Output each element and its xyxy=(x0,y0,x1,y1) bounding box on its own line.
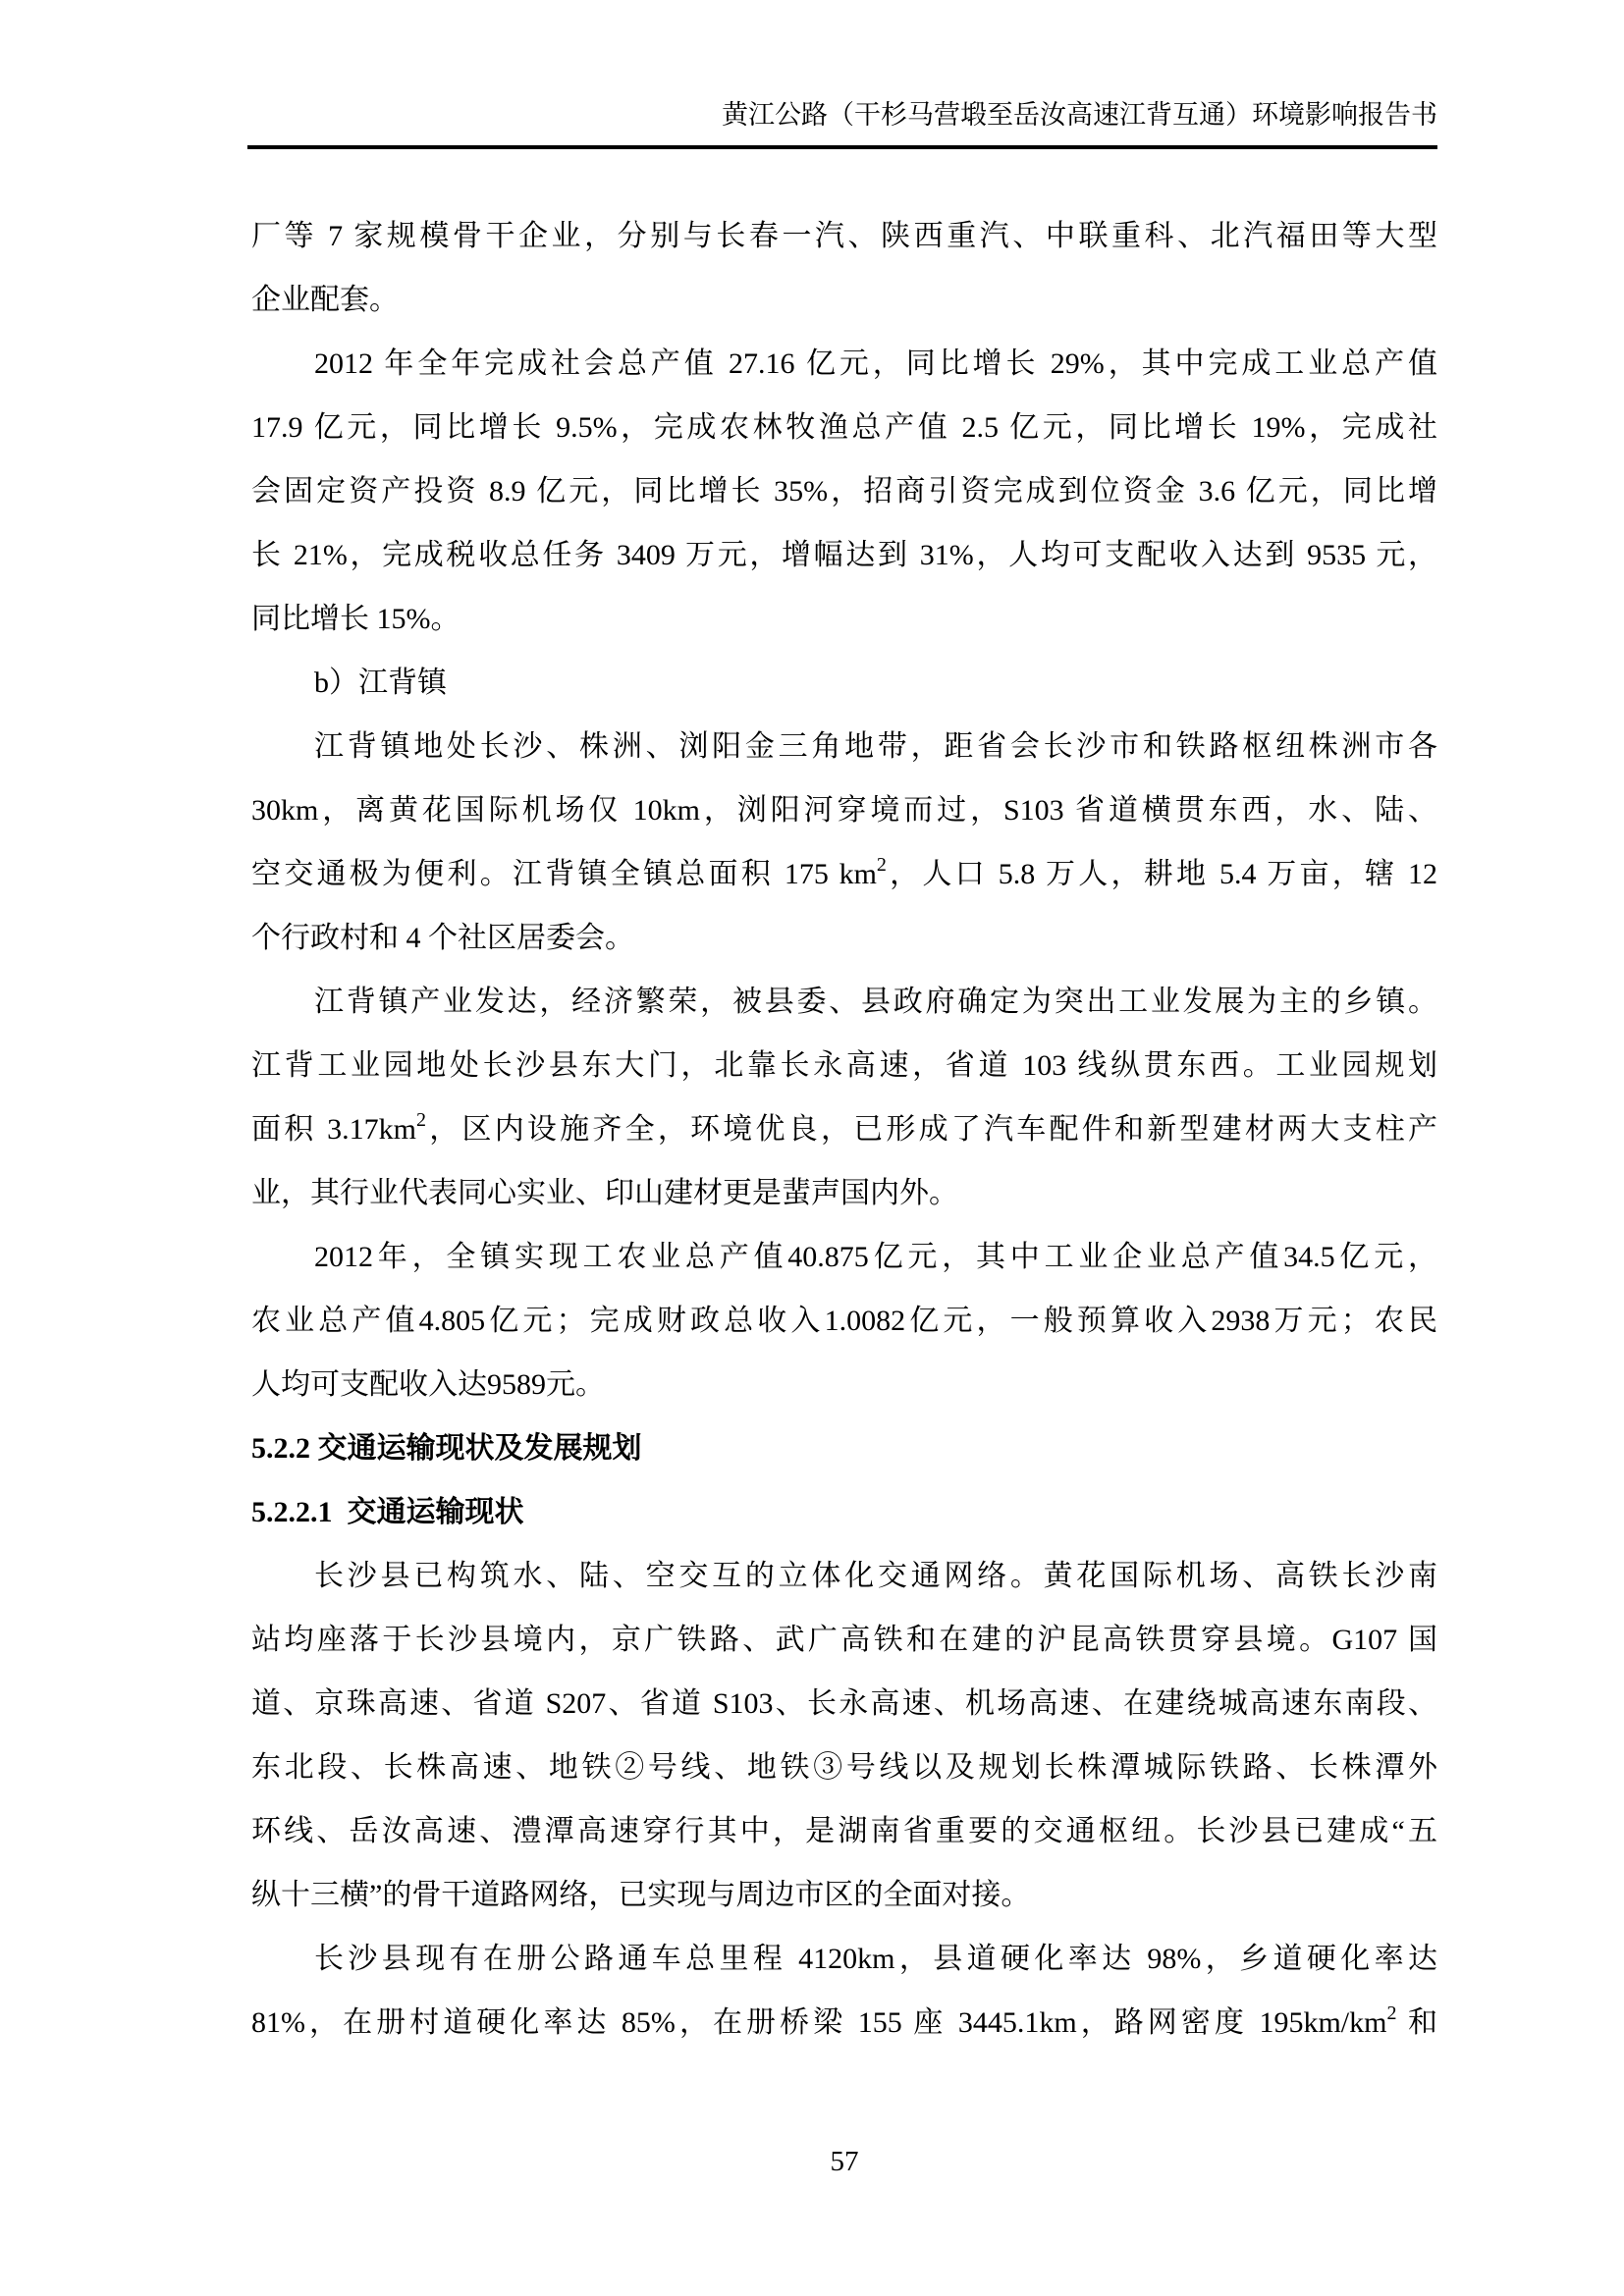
paragraph-line: 81%，在册村道硬化率达 85%，在册桥梁 155 座 3445.1km，路网密度 $195km/km^2$ 和 xyxy=(251,2002,1437,2039)
paragraph-line: 江背工业园地处长沙县东大门，北靠长永高速，省道 103 线纵贯东西。工业园规划 xyxy=(251,1049,1437,1082)
paragraph-line: 长 21%，完成税收总任务 3409 万元，增幅达到 31%，人均可支配收入达到 9535 元， xyxy=(251,539,1437,571)
paragraph-line: 面积 $3.17km^2$，区内设施齐全，环境优良，已形成了汽车配件和新型建材两大支柱产 xyxy=(251,1109,1437,1146)
paragraph-line: 2012 年全年完成社会总产值 27.16 亿元，同比增长 29%，其中完成工业总产值 xyxy=(314,347,1437,380)
paragraph-line: 道、京珠高速、省道 S207、省道 S103、长永高速、机场高速、在建绕城高速东南段、 xyxy=(251,1687,1437,1720)
paragraph-line: 企业配套。 xyxy=(251,284,399,316)
paragraph-line: 农业总产值4.805亿元；完成财政总收入1.0082亿元，一般预算收入2938万元；农民 xyxy=(251,1305,1437,1337)
paragraph-line: 空交通极为便利。江背镇全镇总面积 175 $km^2$，人口 5.8 万人，耕地 5.4 万亩，辖 12 xyxy=(251,854,1437,890)
paragraph-line: 环线、岳汝高速、澧潭高速穿行其中，是湖南省重要的交通枢纽。长沙县已建成“五 xyxy=(251,1815,1437,1847)
section-heading-5-2-2-1: 5.2.2.1 交通运输现状 xyxy=(251,1496,524,1528)
document-body xyxy=(251,204,1437,2055)
paragraph-line: 30km，离黄花国际机场仅 10km，浏阳河穿境而过，S103 省道横贯东西，水、陆、 xyxy=(251,794,1437,827)
paragraph-line: 个行政村和 4 个社区居委会。 xyxy=(251,922,634,954)
paragraph-line: 2012年，全镇实现工农业总产值40.875亿元，其中工业企业总产值34.5亿元， xyxy=(314,1241,1437,1273)
paragraph-line: 业，其行业代表同心实业、印山建材更是蜚声国内外。 xyxy=(251,1177,958,1209)
paragraph-line: 厂等 7 家规模骨干企业，分别与长春一汽、陕西重汽、中联重科、北汽福田等大型 xyxy=(251,220,1437,252)
paragraph-line: 东北段、长株高速、地铁②号线、地铁③号线以及规划长株潭城际铁路、长株潭外 xyxy=(251,1751,1437,1784)
paragraph-line: 17.9 亿元，同比增长 9.5%，完成农林牧渔总产值 2.5 亿元，同比增长 19%，完成社 xyxy=(251,411,1437,444)
page-number: 57 xyxy=(830,2146,859,2177)
section-heading-5-2-2: 5.2.2 交通运输现状及发展规划 xyxy=(251,1432,642,1465)
paragraph-line: 人均可支配收入达9589元。 xyxy=(251,1368,605,1401)
paragraph-line: 站均座落于长沙县境内，京广铁路、武广高铁和在建的沪昆高铁贯穿县境。G107 国 xyxy=(251,1624,1437,1656)
paragraph-line: 会固定资产投资 8.9 亿元，同比增长 35%，招商引资完成到位资金 3.6 亿元，同比增 xyxy=(251,475,1437,507)
paragraph-line: 同比增长 15%。 xyxy=(251,603,460,635)
paragraph-line: 长沙县现有在册公路通车总里程 4120km，县道硬化率达 98%，乡道硬化率达 xyxy=(314,1943,1437,1975)
list-item-jiangbei: b）江背镇 xyxy=(314,667,447,699)
paragraph-line: 纵十三横”的骨干道路网络，已实现与周边市区的全面对接。 xyxy=(251,1879,1031,1911)
page-header-title: 黄江公路（干杉马营塅至岳汝高速江背互通）环境影响报告书 xyxy=(247,96,1437,149)
paragraph-line: 江背镇产业发达，经济繁荣，被县委、县政府确定为突出工业发展为主的乡镇。 xyxy=(314,986,1437,1018)
paragraph-line: 江背镇地处长沙、株洲、浏阳金三角地带，距省会长沙市和铁路枢纽株洲市各 xyxy=(314,730,1437,763)
paragraph-line: 长沙县已构筑水、陆、空交互的立体化交通网络。黄花国际机场、高铁长沙南 xyxy=(314,1560,1437,1592)
